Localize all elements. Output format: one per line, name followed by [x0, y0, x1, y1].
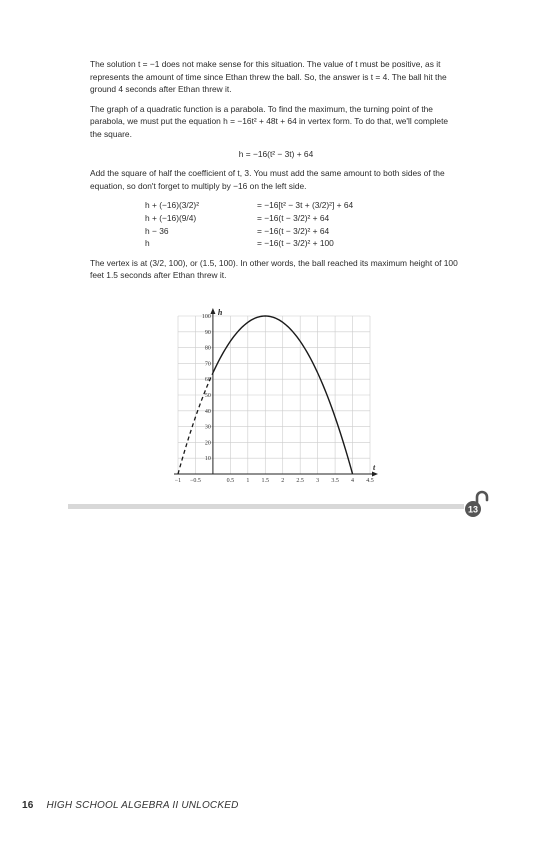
chapter-badge — [462, 490, 492, 520]
section-divider — [68, 504, 464, 509]
work-left-3: h − 36 — [145, 225, 169, 236]
x-tick-label: 3.5 — [331, 478, 339, 484]
x-tick-label: 4 — [351, 478, 355, 484]
x-tick-label: 4.5 — [366, 478, 374, 484]
parabola-graph — [168, 306, 380, 492]
paragraph-vertex: The vertex is at (3/2, 100), or (1.5, 100). In other words, the ball reached its maximum height of 100 feet 1.5 seconds after Ethan threw it. — [90, 257, 458, 281]
parabola-chart-svg — [168, 306, 380, 492]
work-steps — [145, 199, 462, 249]
paragraph-solution: The solution t = −1 does not make sense for this situation. The value of t must be positive, as it represents the amount of time since Ethan threw the ball. So, the answer is t = 4. The ball hit the ground 4 seconds after Ethan threw it. — [90, 59, 447, 95]
book-title: HIGH SCHOOL ALGEBRA II UNLOCKED — [46, 800, 239, 811]
page-footer — [22, 800, 239, 811]
text-content — [90, 58, 462, 289]
x-tick-label: 0.5 — [226, 478, 235, 484]
work-right-1: = −16[t² − 3t + (3/2)²] + 64 — [257, 200, 354, 211]
y-tick-label: 10 — [204, 456, 211, 463]
work-left-2: h + (−16)(9/4) — [145, 212, 197, 223]
work-left-1: h + (−16)(3/2)² — [145, 200, 199, 211]
work-right-4: = −16(t − 3/2)² + 100 — [257, 238, 334, 249]
y-tick-label: 20 — [204, 440, 211, 447]
badge-number: 13 — [467, 504, 479, 515]
x-axis-label: t — [373, 463, 376, 472]
x-axis-arrow — [372, 472, 378, 477]
x-tick-label: 2.5 — [296, 478, 304, 484]
x-tick-label: 2 — [281, 478, 285, 484]
paragraph-parabola: The graph of a quadratic function is a parabola. To find the maximum, the turning point of the parabola, we must put the equation h = −16t² + 48t + 64 in vertex form. To do that, we'll complete the square. — [90, 103, 449, 139]
paragraph-square: Add the square of half the coefficient of t, 3. You must add the same amount to both sides of the equation, so don't forget to multiply by −16 on the left side. — [90, 168, 445, 191]
y-tick-label: 30 — [204, 424, 211, 431]
y-tick-label: 80 — [204, 345, 211, 352]
work-left-4: h — [145, 238, 150, 249]
y-tick-label: 60 — [204, 377, 211, 384]
y-axis-label: h — [217, 308, 223, 317]
work-right-2: = −16(t − 3/2)² + 64 — [257, 212, 330, 223]
y-tick-label: 70 — [204, 361, 211, 368]
x-tick-label: 1.5 — [261, 478, 270, 484]
x-tick-label: 3 — [316, 478, 320, 484]
work-right-3: = −16(t − 3/2)² + 64 — [257, 225, 330, 236]
y-tick-label: 90 — [204, 329, 211, 336]
page-number: 16 — [22, 800, 34, 811]
x-tick-label: 1 — [246, 478, 250, 484]
x-tick-label: −1 — [174, 478, 182, 484]
y-tick-label: 40 — [204, 408, 211, 415]
equation-line: h = −16(t² − 3t) + 64 — [238, 148, 314, 159]
y-tick-label: 50 — [204, 393, 211, 399]
x-tick-label: −0.5 — [190, 478, 201, 484]
y-axis-arrow — [210, 308, 215, 314]
unlocked-padlock-icon — [462, 490, 492, 520]
y-tick-label: 100 — [201, 314, 211, 320]
